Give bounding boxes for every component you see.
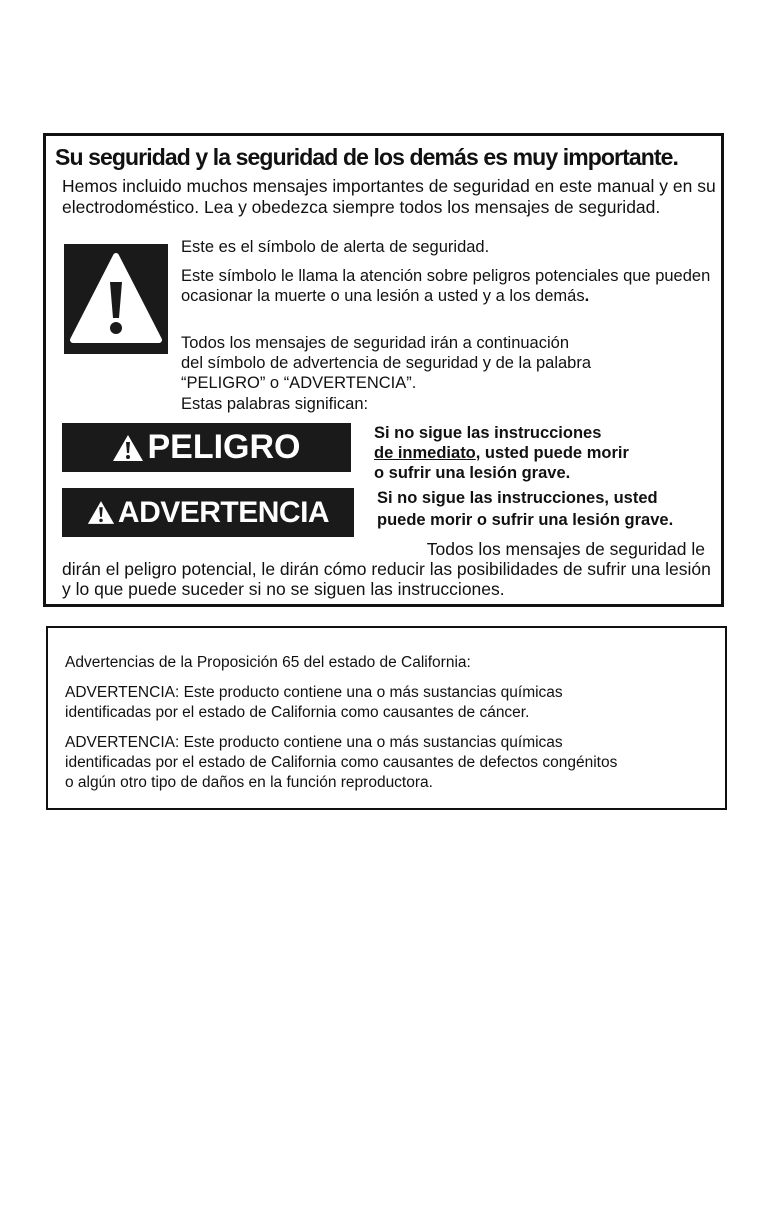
danger-banner (62, 423, 351, 472)
prop65-warning-repro-line2: identificadas por el estado de California como causantes de defectos congénitos (65, 754, 618, 771)
danger-desc-line2: , usted puede morir (475, 444, 629, 462)
danger-desc-line1: Si no sigue las instrucciones (374, 424, 602, 442)
safety-closing-line2: dirán el peligro potencial, le dirán cómo reducir las posibilidades de sufrir una lesión y lo que puede suceder si no se siguen las instrucciones. (62, 559, 711, 599)
symbol-description-2 (181, 266, 721, 306)
symbol-description-3b: del símbolo de advertencia de seguridad y de la palabra (181, 354, 592, 372)
warning-description (377, 487, 717, 531)
symbol-description-2-period: . (584, 287, 590, 305)
prop65-warning-reproductive (65, 733, 725, 793)
danger-description (374, 423, 714, 483)
danger-alert-icon (112, 433, 144, 463)
safety-intro: Hemos incluido muchos mensajes importantes de seguridad en este manual y en su electrodoméstico. Lea y obedezca siempre todos los mensajes de seguridad. (62, 176, 716, 217)
safety-closing (62, 539, 717, 599)
safety-notice-box (43, 133, 724, 607)
symbol-description-3c: “PELIGRO” o “ADVERTENCIA”. (181, 374, 417, 392)
prop65-heading: Advertencias de la Proposición 65 del estado de California: (65, 654, 471, 671)
warning-label: ADVERTENCIA (117, 495, 330, 529)
prop65-warning-cancer (65, 683, 725, 723)
safety-title: Su seguridad y la seguridad de los demás es muy importante. (55, 144, 679, 170)
warning-alert-icon (87, 499, 115, 526)
symbol-description-3 (181, 333, 721, 393)
danger-label: PELIGRO (147, 428, 301, 466)
prop65-warning-repro-line1: ADVERTENCIA: Este producto contiene una o más sustancias químicas (65, 734, 563, 751)
danger-desc-underlined: de inmediato (374, 444, 476, 462)
prop65-warning-cancer-line1: ADVERTENCIA: Este producto contiene una o más sustancias químicas (65, 684, 563, 701)
symbol-description-4: Estas palabras significan: (181, 395, 369, 413)
danger-desc-line3: o sufrir una lesión grave. (374, 464, 571, 482)
warning-desc-line2: puede morir o sufrir una lesión grave. (377, 511, 674, 529)
warning-banner (62, 488, 354, 537)
symbol-description-3a: Todos los mensajes de seguridad irán a continuación (181, 334, 569, 352)
prop65-warning-cancer-line2: identificadas por el estado de California como causantes de cáncer. (65, 704, 530, 721)
symbol-description-2-text: Este símbolo le llama la atención sobre peligros potenciales que pueden ocasionar la muerte o una lesión a usted y a los demás (181, 267, 711, 305)
symbol-description-1: Este es el símbolo de alerta de seguridad. (181, 238, 490, 256)
safety-closing-line1: Todos los mensajes de seguridad le (426, 539, 705, 559)
alert-triangle-icon (64, 244, 168, 354)
warning-desc-line1: Si no sigue las instrucciones, usted (377, 489, 658, 507)
prop65-warning-repro-line3: o algún otro tipo de daños en la función reproductora. (65, 774, 433, 791)
prop65-notice-box (46, 626, 727, 810)
